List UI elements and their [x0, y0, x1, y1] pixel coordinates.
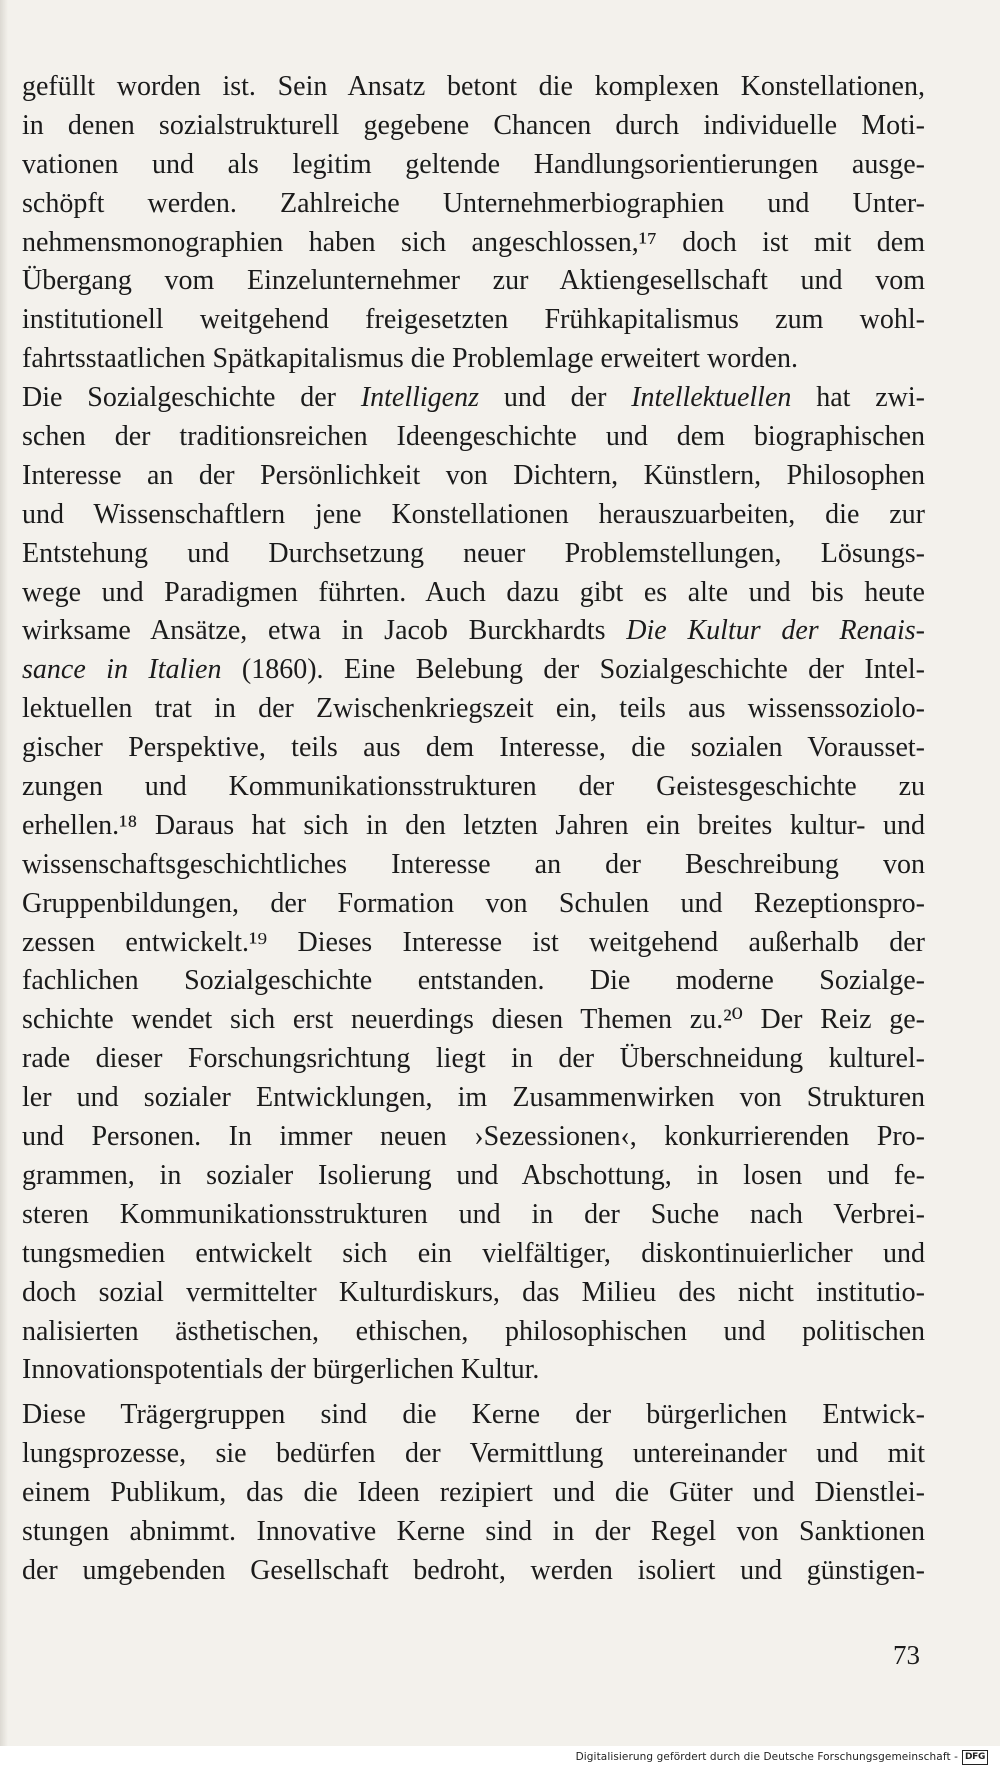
- page-gutter-shadow: [0, 0, 8, 1746]
- text-line: einem Publikum, das die Ideen rezipiert und die Güter und Dienstlei-: [22, 1477, 925, 1509]
- text-line: in denen sozialstrukturell gegebene Chancen durch individuelle Moti-: [22, 109, 925, 141]
- text-line: schen der traditionsreichen Ideengeschichte und dem biographischen: [22, 421, 925, 453]
- text-line: schichte wendet sich erst neuerdings diesen Themen zu.²⁰ Der Reiz ge-: [22, 1004, 925, 1036]
- text-line: fachlichen Sozialgeschichte entstanden. Die moderne Sozialge-: [22, 965, 925, 997]
- paragraph-2: [22, 379, 925, 1390]
- text-line: doch sozial vermittelter Kulturdiskurs, das Milieu des nicht institutio-: [22, 1276, 925, 1308]
- text-line: gischer Perspektive, teils aus dem Interesse, die sozialen Vorausset-: [22, 732, 925, 764]
- text-line: lektuellen trat in der Zwischenkriegszeit ein, teils aus wissenssoziolo-: [22, 693, 925, 725]
- text-line: Gruppenbildungen, der Formation von Schulen und Rezeptionspro-: [22, 887, 925, 919]
- text-line: und Personen. In immer neuen ›Sezessionen‹, konkurrierenden Pro-: [22, 1121, 925, 1153]
- text-line: vationen und als legitim geltende Handlungsorientierungen ausge-: [22, 148, 925, 180]
- text-line: fahrtsstaatlichen Spätkapitalismus die Problemlage erweitert worden.: [22, 343, 798, 375]
- text-line: lungsprozesse, sie bedürfen der Vermittlung untereinander und mit: [22, 1438, 925, 1470]
- text-line: nehmensmonographien haben sich angeschlossen,¹⁷ doch ist mit dem: [22, 226, 925, 258]
- text-line: nalisierten ästhetischen, ethischen, philosophischen und politischen: [22, 1315, 925, 1347]
- text-line: Interesse an der Persönlichkeit von Dichtern, Künstlern, Philosophen: [22, 459, 925, 491]
- digitization-footer: [0, 1746, 1000, 1772]
- text-line: stungen abnimmt. Innovative Kerne sind in der Regel von Sanktionen: [22, 1515, 925, 1547]
- text-line: schöpft werden. Zahlreiche Unternehmerbiographien und Unter-: [22, 187, 925, 219]
- text-line: Diese Trägergruppen sind die Kerne der bürgerlichen Entwick-: [22, 1399, 925, 1431]
- text-line: gefüllt worden ist. Sein Ansatz betont die komplexen Konstellationen,: [22, 71, 925, 102]
- text-line: rade dieser Forschungsrichtung liegt in der Überschneidung kulturel-: [22, 1043, 925, 1075]
- paragraph-1: [22, 68, 925, 379]
- body-text: [22, 68, 925, 1591]
- text-line: Übergang vom Einzelunternehmer zur Aktiengesellschaft und vom: [22, 265, 925, 297]
- text-line: wissenschaftsgeschichtliches Interesse an der Beschreibung von: [22, 848, 925, 880]
- funding-credit: Digitalisierung gefördert durch die Deutsche Forschungsgemeinschaft -: [575, 1751, 958, 1763]
- paragraph-3: [22, 1396, 925, 1590]
- text-line: tungsmedien entwickelt sich ein vielfältiger, diskontinuierlicher und: [22, 1237, 925, 1269]
- text-line: zessen entwickelt.¹⁹ Dieses Interesse ist weitgehend außerhalb der: [22, 926, 925, 958]
- dfg-logo-icon: DFG: [962, 1750, 988, 1765]
- text-line: institutionell weitgehend freigesetzten Frühkapitalismus zum wohl-: [22, 304, 925, 336]
- text-line: wege und Paradigmen führten. Auch dazu gibt es alte und bis heute: [22, 576, 925, 608]
- text-line: Innovationspotentials der bürgerlichen Kultur.: [22, 1354, 540, 1386]
- text-line: und Wissenschaftlern jene Konstellationen herauszuarbeiten, die zur: [22, 498, 925, 530]
- text-line: der umgebenden Gesellschaft bedroht, werden isoliert und günstigen-: [22, 1554, 925, 1586]
- text-line: sance in Italien (1860). Eine Belebung der Sozialgeschichte der Intel-: [22, 654, 925, 686]
- text-line: Die Sozialgeschichte der Intelligenz und der Intellektuellen hat zwi-: [22, 382, 925, 414]
- text-line: wirksame Ansätze, etwa in Jacob Burckhardts Die Kultur der Renais-: [22, 615, 925, 647]
- page-number: 73: [893, 1640, 920, 1670]
- text-line: steren Kommunikationsstrukturen und in der Suche nach Verbrei-: [22, 1198, 925, 1230]
- text-line: zungen und Kommunikationsstrukturen der Geistesgeschichte zu: [22, 771, 925, 803]
- text-line: grammen, in sozialer Isolierung und Abschottung, in losen und fe-: [22, 1159, 925, 1191]
- text-line: erhellen.¹⁸ Daraus hat sich in den letzten Jahren ein breites kultur- und: [22, 809, 925, 841]
- text-line: ler und sozialer Entwicklungen, im Zusammenwirken von Strukturen: [22, 1082, 925, 1114]
- text-line: Entstehung und Durchsetzung neuer Problemstellungen, Lösungs-: [22, 537, 925, 569]
